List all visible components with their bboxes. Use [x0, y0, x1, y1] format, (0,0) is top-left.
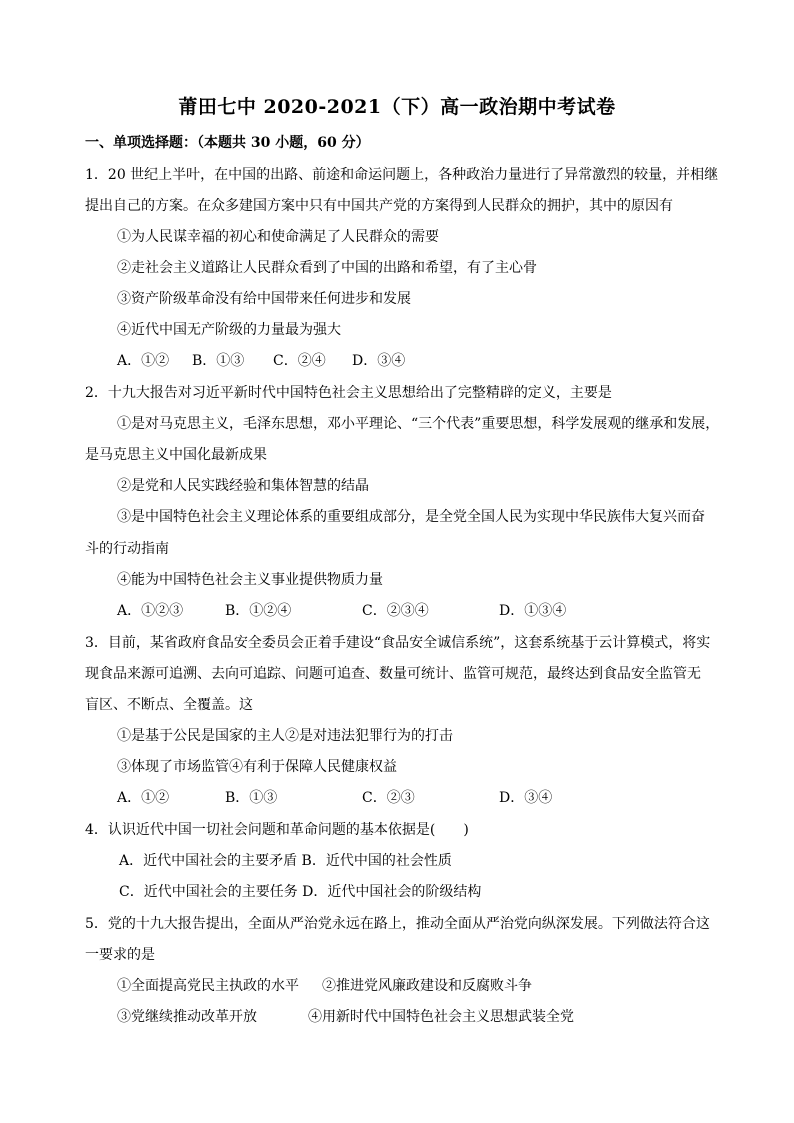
- q3-item-1: ①是基于公民是国家的主人②是对违法犯罪行为的打击: [117, 728, 453, 744]
- q1-stem-line-1: 1．20 世纪上半叶，在中国的出路、前途和命运问题上，各种政治力量进行了异常激烈的较量，并相继: [85, 167, 719, 183]
- q3-stem-line-3: 盲区、不断点、全覆盖。这: [85, 697, 253, 713]
- q2-item-4: ④能为中国特色社会主义事业提供物质力量: [117, 572, 383, 588]
- q2-item-3-line-2: 斗的行动指南: [85, 541, 169, 557]
- q3-choice-d: D．③④: [499, 790, 553, 806]
- q2-item-1-line-1: ①是对马克思主义，毛泽东思想，邓小平理论、“三个代表”重要思想，科学发展观的继承和发展，: [117, 416, 720, 432]
- q1-choice-b: B．①③: [192, 353, 245, 369]
- q1-choice-c: C．②④: [273, 353, 326, 369]
- q5-item-4: ④用新时代中国特色社会主义思想武装全党: [308, 1009, 574, 1025]
- q3-choice-b: B．①③: [225, 790, 278, 806]
- q3-item-2: ③体现了市场监管④有利于保障人民健康权益: [117, 759, 397, 775]
- q1-item-4: ④近代中国无产阶级的力量最为强大: [117, 322, 341, 338]
- q2-choice-d: D．①③④: [499, 603, 567, 619]
- q2-item-3-line-1: ③是中国特色社会主义理论体系的重要组成部分，是全党全国人民为实现中华民族伟大复兴而奋: [117, 509, 705, 525]
- q5-item-1: ①全面提高党民主执政的水平: [117, 978, 299, 994]
- q1-choice-d: D．③④: [352, 353, 406, 369]
- q3-stem-line-2: 现食品来源可追溯、去向可追踪、问题可追查、数量可统计、监管可规范，最终达到食品安全监管无: [85, 666, 701, 682]
- q4-stem-line-1: 4．认识近代中国一切社会问题和革命问题的基本依据是( ): [85, 822, 469, 838]
- q3-choice-c: C．②③: [362, 790, 415, 806]
- q5-item-3: ③党继续推动改革开放: [117, 1009, 257, 1025]
- q2-stem-line-1: 2．十九大报告对习近平新时代中国特色社会主义思想给出了完整精辟的定义，主要是: [85, 385, 612, 401]
- q2-item-2: ②是党和人民实践经验和集体智慧的结晶: [117, 478, 369, 494]
- q2-choice-b: B．①②④: [225, 603, 292, 619]
- q5-item-2: ②推进党风廉政建设和反腐败斗争: [322, 978, 532, 994]
- exam-title: 莆田七中 2020-2021（下）高一政治期中考试卷: [178, 96, 616, 118]
- q1-item-2: ②走社会主义道路让人民群众看到了中国的出路和希望，有了主心骨: [117, 260, 537, 276]
- q5-stem-line-2: 一要求的是: [85, 947, 155, 963]
- q2-item-1-line-2: 是马克思主义中国化最新成果: [85, 447, 267, 463]
- q4-options-line-1: A．近代中国社会的主要矛盾 B．近代中国的社会性质: [119, 853, 452, 869]
- q4-options-line-2: C．近代中国社会的主要任务 D．近代中国社会的阶级结构: [119, 884, 482, 900]
- q1-item-1: ①为人民谋幸福的初心和使命满足了人民群众的需要: [117, 229, 439, 245]
- q3-choice-a: A．①②: [117, 790, 170, 806]
- q5-stem-line-1: 5．党的十九大报告提出，全面从严治党永远在路上，推动全面从严治党向纵深发展。下列做法符合这: [85, 916, 710, 932]
- section-header: 一、单项选择题：（本题共 30 小题，60 分）: [85, 135, 370, 151]
- q1-item-3: ③资产阶级革命没有给中国带来任何进步和发展: [117, 291, 411, 307]
- q1-stem-line-2: 提出自己的方案。在众多建国方案中只有中国共产党的方案得到人民群众的拥护，其中的原因有: [85, 198, 673, 214]
- q3-stem-line-1: 3．目前，某省政府食品安全委员会正着手建设“食品安全诚信系统”，这套系统基于云计算模式，将实: [85, 635, 711, 651]
- q1-choice-a: A．①②: [117, 353, 170, 369]
- q2-choice-c: C．②③④: [362, 603, 429, 619]
- q2-choice-a: A．①②③: [117, 603, 184, 619]
